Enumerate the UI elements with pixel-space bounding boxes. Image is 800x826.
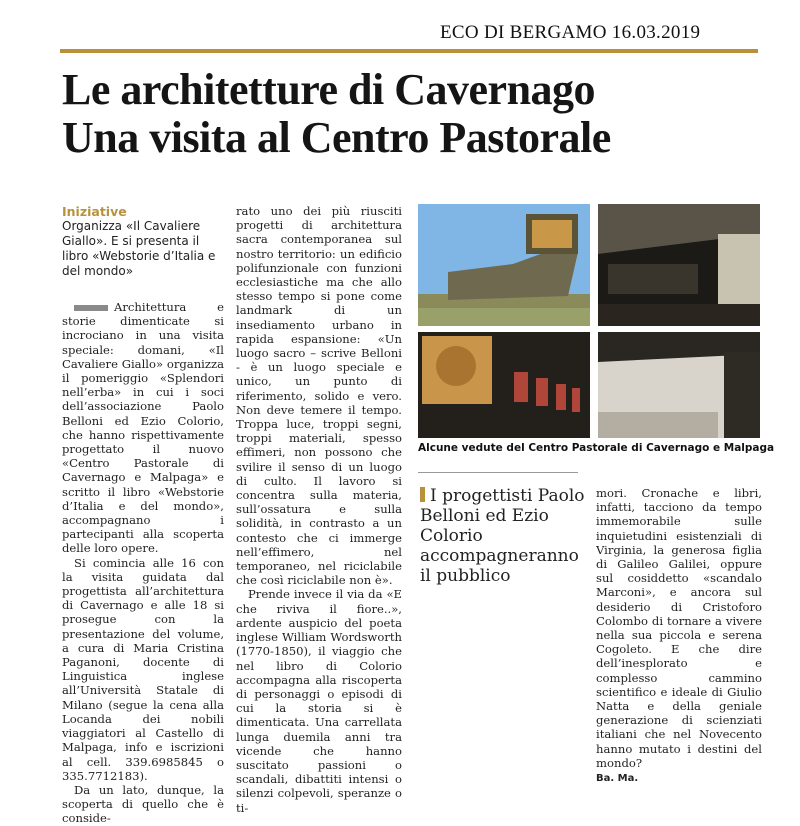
photo-decoration bbox=[418, 332, 590, 438]
col4-paragraph-1: mori. Cronache e libri, infatti, tacciono da tempo immemorabile sulle inquietudini esistenziali di Virginia, la generosa figlia di Galileo Galilei, oppure sul cosiddetto «scandalo Marconi», e ancora sul desiderio di Cristoforo Colombo di tornare a vivere nella sua piccola e serena Cogoleto. E che dire dell’inesplorato e complesso cammino scientifico e ideale di Giulio Natta e della geniale generazione di scienziati italiani che nel Novecento hanno mutato i destini del mondo? bbox=[596, 486, 762, 770]
author-signature: Ba. Ma. bbox=[596, 773, 639, 785]
interior-hall-image bbox=[598, 204, 760, 326]
quote-marker bbox=[420, 487, 425, 502]
photo-exterior bbox=[418, 204, 590, 326]
pull-quote-text: I progettisti Paolo Belloni ed Ezio Colorio accompagneranno il pubblico bbox=[420, 486, 585, 586]
col2-paragraph-1: rato uno dei più riusciti progetti di architettura sacra contemporanea sul nostro territorio: un edificio polifunzionale con funzioni ecclesiastiche ma che allo stesso tempo si pone come landmark di un insediamento urbano in rapida espansione: «Un luogo sacro – scrive Belloni - è un luogo speciale e unico, un punto di riferimento, solido e vero. Non deve temere il tempo. Troppa luce, troppi segni, troppi materiali, spesso effimeri, non possono che svilire il senso di un luogo di culto. Il lavoro si concentra sulla materia, sull’ossatura e sulla solidità, in contrasto a un contesto che ci immerge nell’effimero, nel temporaneo, nel riciclabile che così riciclabile non è». bbox=[236, 204, 402, 588]
pull-quote bbox=[420, 486, 590, 586]
photo-interior-hall bbox=[598, 204, 760, 326]
kicker-summary: Organizza «Il Cavaliere Giallo». E si presenta il libro «Webstorie d’Italia e del mondo» bbox=[62, 219, 216, 278]
headline bbox=[62, 66, 762, 162]
photo-caption: Alcune vedute del Centro Pastorale di Cavernago e Malpaga bbox=[418, 442, 775, 454]
header-rule bbox=[60, 49, 758, 53]
caption-rule bbox=[418, 472, 578, 473]
kicker-category: Iniziative bbox=[62, 204, 127, 219]
decorated-wall-image bbox=[418, 332, 590, 438]
col1-paragraph-1: Architettura e storie dimenticate si incrociano in una visita speciale: domani, «Il Cavaliere Giallo» organizza il pomeriggio «Splendori nell’erba» in cui i soci dell’associazione Paolo Belloni ed Ezio Colorio, che hanno rispettivamente progettato il nuovo «Centro Pastorale di Cavernago e Malpaga» e scritto il libro «Webstorie d’Italia e del mondo», accompagnano i partecipanti alla scoperta delle loro opere. bbox=[62, 300, 224, 556]
article-column-1 bbox=[62, 300, 224, 826]
col1-paragraph-2: Si comincia alle 16 con la visita guidata dal progettista all’architettura di Cavernago e alle 18 si prosegue con la presentazione del volume, a cura di Maria Cristina Paganoni, docente di Linguistica inglese all’Università Statale di Milano (segue la cena alla Locanda dei nobili viaggiatori al Castello di Malpaga, info e iscrizioni al cell. 339.6985845 o 335.7712183). bbox=[62, 555, 224, 783]
kicker bbox=[62, 204, 222, 279]
article-column-4 bbox=[596, 486, 762, 786]
lead-marker bbox=[74, 305, 108, 311]
chapel-interior-image bbox=[598, 332, 760, 438]
masthead: ECO DI BERGAMO 16.03.2019 bbox=[440, 22, 701, 43]
col2-paragraph-2: Prende invece il via da «E che riviva il fiore..», ardente auspicio del poeta inglese William Wordsworth (1770-1850), il viaggio che nel libro di Colorio accompagna alla riscoperta di personaggi o episodi di cui la storia si è dimenticata. Una carrellata lunga duemila anni tra vicende che hanno suscitato passioni o scandali, dibattiti intensi o silenzi colpevoli, speranze o ti- bbox=[236, 587, 402, 815]
headline-line-1: Le architetture di Cavernago bbox=[62, 65, 596, 114]
photo-chapel bbox=[598, 332, 760, 438]
headline-line-2: Una visita al Centro Pastorale bbox=[62, 113, 611, 162]
building-exterior-image bbox=[418, 204, 590, 326]
article-column-2 bbox=[236, 204, 402, 815]
col1-paragraph-3: Da un lato, dunque, la scoperta di quello che è conside- bbox=[62, 782, 224, 826]
